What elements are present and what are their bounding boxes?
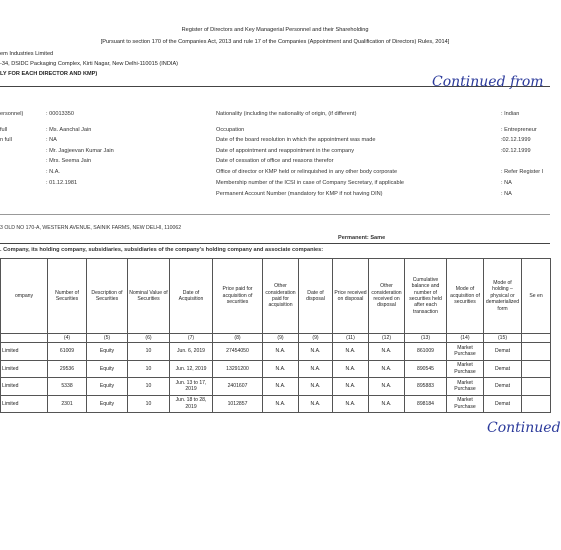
cell-description: Equity	[87, 378, 128, 396]
appointment-date-value: :02.12.1999	[501, 148, 531, 154]
cell-price-paid: 27454050	[213, 343, 263, 361]
cell-truncated	[522, 395, 551, 413]
cell-other-paid: N.A.	[263, 395, 299, 413]
cell-price-received: N.A.	[333, 360, 369, 378]
cell-description: Equity	[87, 395, 128, 413]
icsi-membership-value: : NA	[501, 180, 512, 186]
col-mode-acquisition: Mode of acquisition of securities	[447, 259, 484, 334]
table-row	[1, 378, 551, 396]
board-resolution-label: Date of the board resolution in which the appointment was made	[216, 137, 376, 143]
din-value: : 00013350	[46, 111, 74, 117]
table-row	[1, 360, 551, 378]
cell-other-paid: N.A.	[263, 343, 299, 361]
index-cell: (6)	[128, 334, 170, 343]
cell-price-received: N.A.	[333, 343, 369, 361]
cell-company: Limited	[1, 360, 48, 378]
index-cell	[522, 334, 551, 343]
cell-other-paid: N.A.	[263, 360, 299, 378]
index-cell: (11)	[333, 334, 369, 343]
col-price-paid: Price paid for acquisition of securities	[213, 259, 263, 334]
cell-cumulative: 890545	[405, 360, 447, 378]
cell-company: Limited	[1, 395, 48, 413]
table-top-divider	[0, 243, 550, 244]
cell-date-disposal: N.A.	[299, 360, 333, 378]
office-held-value: : Refer Register I	[501, 169, 544, 175]
occupation-value: : Entrepreneur	[501, 127, 537, 133]
col-cumulative-balance: Cumulative balance and number of securities held after each transaction	[405, 259, 447, 334]
index-cell: (8)	[213, 334, 263, 343]
dob-value: : 01.12.1981	[46, 180, 78, 186]
handwritten-continued: Continued	[487, 420, 561, 436]
col-nominal-value: Nominal Value of Securities	[128, 259, 170, 334]
cell-mode-acquisition: Market Purchase	[447, 360, 484, 378]
col-number-of-securities: Number of Securities	[48, 259, 87, 334]
permanent-address: Permanent: Same	[338, 235, 386, 241]
table-row	[1, 395, 551, 413]
index-cell: (13)	[405, 334, 447, 343]
cell-nominal: 10	[128, 378, 170, 396]
board-resolution-value: :02.12.1999	[501, 137, 531, 143]
part-label: LY FOR EACH DIRECTOR AND KMP)	[0, 71, 98, 77]
cell-mode-holding: Demat	[484, 378, 522, 396]
company-name: em Industries Limited	[0, 51, 54, 57]
holdings-table	[0, 258, 551, 413]
former-name-value: : NA	[46, 137, 57, 143]
cessation-label: Date of cessation of office and reasons therefor	[216, 158, 334, 164]
cell-number: 61009	[48, 343, 87, 361]
column-index-row	[1, 334, 551, 343]
holdings-caption: . Company, its holding company, subsidiaries, subsidiaries of the company's holding company and associate companies:	[0, 247, 324, 253]
cell-truncated	[522, 378, 551, 396]
cell-date-acquisition: Jun. 12, 2019	[170, 360, 213, 378]
cell-mode-acquisition: Market Purchase	[447, 395, 484, 413]
cell-cumulative: 861009	[405, 343, 447, 361]
cell-other-received: N.A.	[369, 360, 405, 378]
cell-price-received: N.A.	[333, 395, 369, 413]
left-label-full: full	[0, 127, 8, 133]
cell-mode-holding: Demat	[484, 395, 522, 413]
cell-price-paid: 1012857	[213, 395, 263, 413]
cell-other-received: N.A.	[369, 343, 405, 361]
index-cell: (15)	[484, 334, 522, 343]
col-date-acquisition: Date of Acquisition	[170, 259, 213, 334]
index-cell: (9)	[263, 334, 299, 343]
company-address: -34, DSIDC Packaging Complex, Kirti Nagar, New Delhi-110015 (INDIA)	[0, 61, 179, 67]
cell-cumulative: 895883	[405, 378, 447, 396]
address-divider	[0, 214, 550, 215]
cell-description: Equity	[87, 343, 128, 361]
cell-cumulative: 898184	[405, 395, 447, 413]
header-divider	[0, 86, 550, 87]
cell-nominal: 10	[128, 395, 170, 413]
cell-number: 2301	[48, 395, 87, 413]
table-row	[1, 343, 551, 361]
col-price-received: Price received on disposal	[333, 259, 369, 334]
cell-number: 5338	[48, 378, 87, 396]
table-header-row	[1, 259, 551, 334]
spouse-name-value: : Mrs. Seema Jain	[46, 158, 92, 164]
cell-nominal: 10	[128, 360, 170, 378]
pan-value: : NA	[501, 191, 512, 197]
cell-other-paid: N.A.	[263, 378, 299, 396]
index-cell: (14)	[447, 334, 484, 343]
cell-date-acquisition: Jun. 18 to 28, 2019	[170, 395, 213, 413]
present-address: 3 OLD NO 170-A, WESTERN AVENUE, SAINIK FARMS, NEW DELHI, 110062	[0, 225, 182, 231]
left-label-n-full: n full	[0, 137, 12, 143]
nationality-value: : Indian	[501, 111, 520, 117]
cell-company: Limited	[1, 378, 48, 396]
col-date-disposal: Date of disposal	[299, 259, 333, 334]
cell-price-paid: 2401607	[213, 378, 263, 396]
icsi-membership-label: Membership number of the ICSI in case of Company Secretary, if applicable	[216, 180, 404, 186]
section-label: ersonnel)	[0, 111, 24, 117]
cell-date-acquisition: Jun. 13 to 17, 2019	[170, 378, 213, 396]
cell-truncated	[522, 343, 551, 361]
cell-date-disposal: N.A.	[299, 378, 333, 396]
cell-price-received: N.A.	[333, 378, 369, 396]
na-value: : N.A.	[46, 169, 60, 175]
register-subtitle: [Pursuant to section 170 of the Companies Act, 2013 and rule 17 of the Companies (Appointment and Qualification of Directors) Rules, 2014]	[100, 39, 450, 45]
index-cell	[1, 334, 48, 343]
cell-truncated	[522, 360, 551, 378]
cell-company: Limited	[1, 343, 48, 361]
cell-mode-acquisition: Market Purchase	[447, 343, 484, 361]
appointment-date-label: Date of appointment and reappointment in the company	[216, 148, 355, 154]
index-cell: (4)	[48, 334, 87, 343]
index-cell: (12)	[369, 334, 405, 343]
cell-mode-holding: Demat	[484, 343, 522, 361]
cell-description: Equity	[87, 360, 128, 378]
col-mode-holding: Mode of holding – physical or dematerialized form	[484, 259, 522, 334]
register-title: Register of Directors and Key Managerial Personnel and their Shareholding	[181, 27, 369, 33]
name-value: : Ms. Aanchal Jain	[46, 127, 92, 133]
cell-mode-holding: Demat	[484, 360, 522, 378]
cell-date-acquisition: Jun. 6, 2019	[170, 343, 213, 361]
pan-label: Permanent Account Number (mandatory for KMP if not having DIN)	[216, 191, 383, 197]
office-held-label: Office of director or KMP held or relinquished in any other body corporate	[216, 169, 398, 175]
col-company: ompany	[1, 259, 48, 334]
index-cell: (5)	[87, 334, 128, 343]
col-other-consideration-received: Other consideration received on disposal	[369, 259, 405, 334]
cell-other-received: N.A.	[369, 395, 405, 413]
col-truncated: Se en	[522, 259, 551, 334]
father-name-value: : Mr. Jagjeevan Kumar Jain	[46, 148, 114, 154]
cell-date-disposal: N.A.	[299, 395, 333, 413]
cell-price-paid: 13291200	[213, 360, 263, 378]
index-cell: (7)	[170, 334, 213, 343]
cell-mode-acquisition: Market Purchase	[447, 378, 484, 396]
index-cell: (9)	[299, 334, 333, 343]
cell-number: 29536	[48, 360, 87, 378]
cell-nominal: 10	[128, 343, 170, 361]
nationality-label: Nationality (including the nationality of origin, (if different)	[216, 111, 357, 117]
handwritten-continued-from: Continued from	[432, 74, 544, 90]
col-description: Description of Securities	[87, 259, 128, 334]
occupation-label: Occupation	[216, 127, 245, 133]
col-other-consideration-paid: Other consideration paid for acquisition	[263, 259, 299, 334]
cell-date-disposal: N.A.	[299, 343, 333, 361]
cell-other-received: N.A.	[369, 378, 405, 396]
